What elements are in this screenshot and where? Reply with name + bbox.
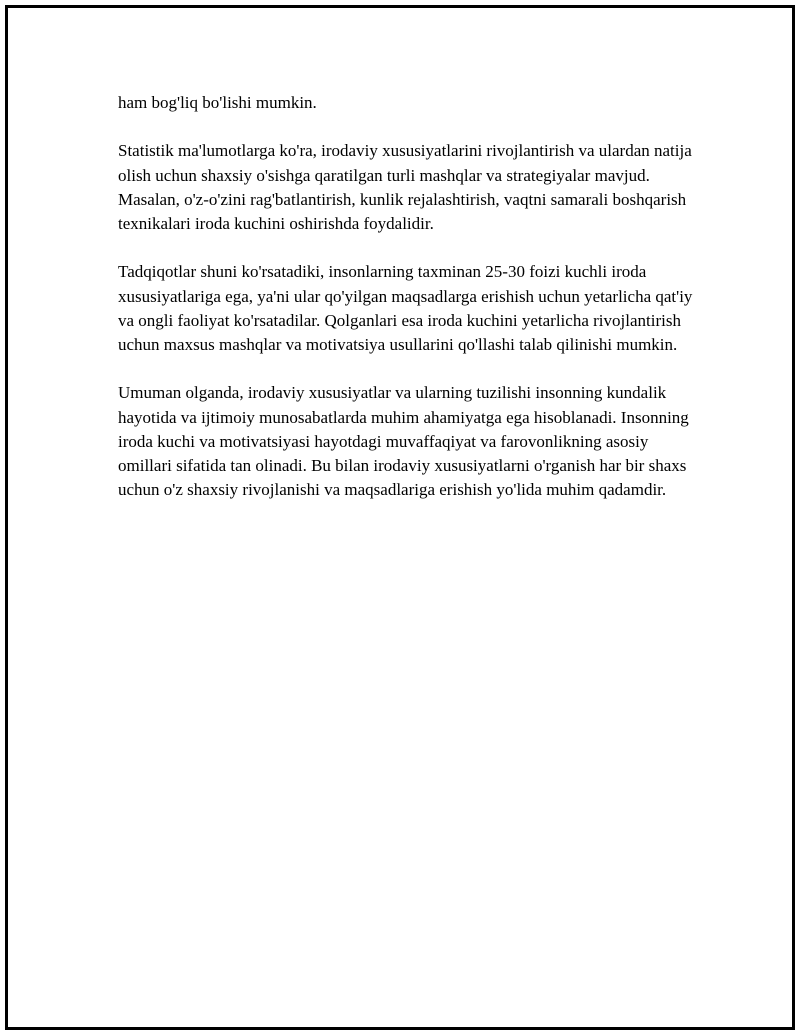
paragraph-continuation: ham bog'liq bo'lishi mumkin. [118,93,317,112]
paragraph-statistics: Statistik ma'lumotlarga ko'ra, irodaviy xususiyatlarini rivojlantirish va ulardan natija olish uchun shaxsiy o'sishga qaratilgan turli mashqlar va strategiyalar mavjud. Masalan, o'z-o'zini rag'batlantirish, kunlik rejalashtirish, vaqtni samarali boshqarish texnikalari iroda kuchini oshirishda foydalidir. [118,141,692,233]
paragraph-research: Tadqiqotlar shuni ko'rsatadiki, insonlarning taxminan 25-30 foizi kuchli iroda xususiyatlariga ega, ya'ni ular qo'yilgan maqsadlarga erishish uchun yetarlicha qat'iy va ongli faoliyat ko'rsatadilar. Qolganlari esa iroda kuchini yetarlicha rivojlantirish uchun maxsus mashqlar va motivatsiya usullarini qo'llashi talab qilinishi mumkin. [118,262,693,354]
paragraph-conclusion: Umuman olganda, irodaviy xususiyatlar va ularning tuzilishi insonning kundalik hayotida va ijtimoiy munosabatlarda muhim ahamiyatga ega hisoblanadi. Insonning iroda kuchi va motivatsiyasi hayotdagi muvaffaqiyat va farovonlikning asosiy omillari sifatida tan olinadi. Bu bilan irodaviy xususiyatlarni o'rganish har bir shaxs uchun o'z shaxsiy rivojlanishi va maqsadlariga erishish yo'lida muhim qadamdir. [118,383,689,500]
document-body [118,91,698,527]
